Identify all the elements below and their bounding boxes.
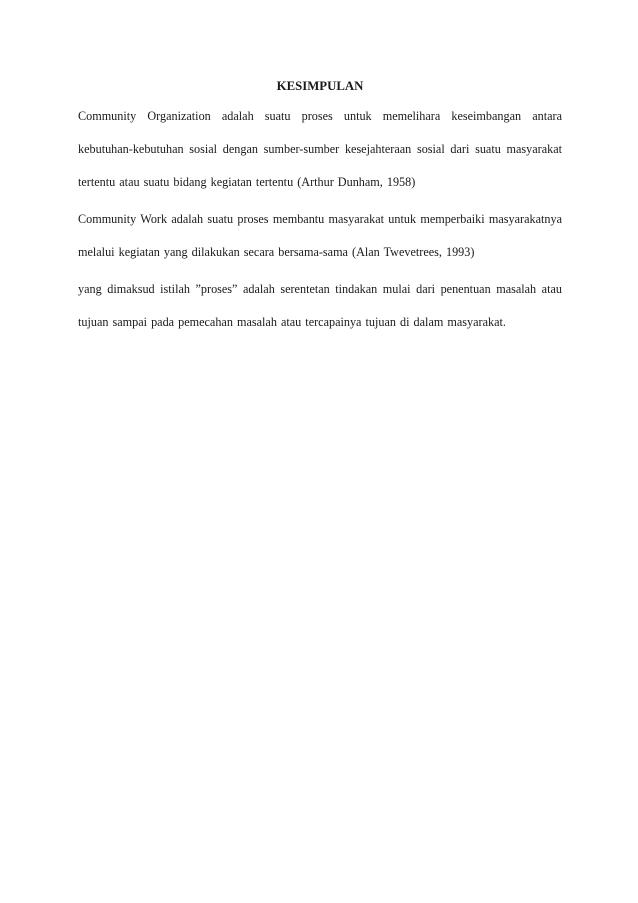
document-title: KESIMPULAN <box>276 79 364 93</box>
document-content <box>78 76 562 339</box>
paragraph-community-organization: Community Organization adalah suatu proses untuk memelihara keseimbangan antara kebutuhan-kebutuhan sosial dengan sumber-sumber kesejahteraan sosial dari suatu masyarakat tertentu atau suatu bidang kegiatan tertentu (Arthur Dunham, 1958) <box>78 109 562 189</box>
paragraph-proses-definition: yang dimaksud istilah ”proses” adalah serentetan tindakan mulai dari penentuan masalah atau tujuan sampai pada pemecahan masalah atau tercapainya tujuan di dalam masyarakat. <box>78 282 562 329</box>
paragraph-community-work: Community Work adalah suatu proses membantu masyarakat untuk memperbaiki masyarakatnya melalui kegiatan yang dilakukan secara bersama-sama (Alan Twevetrees, 1993) <box>78 212 562 259</box>
